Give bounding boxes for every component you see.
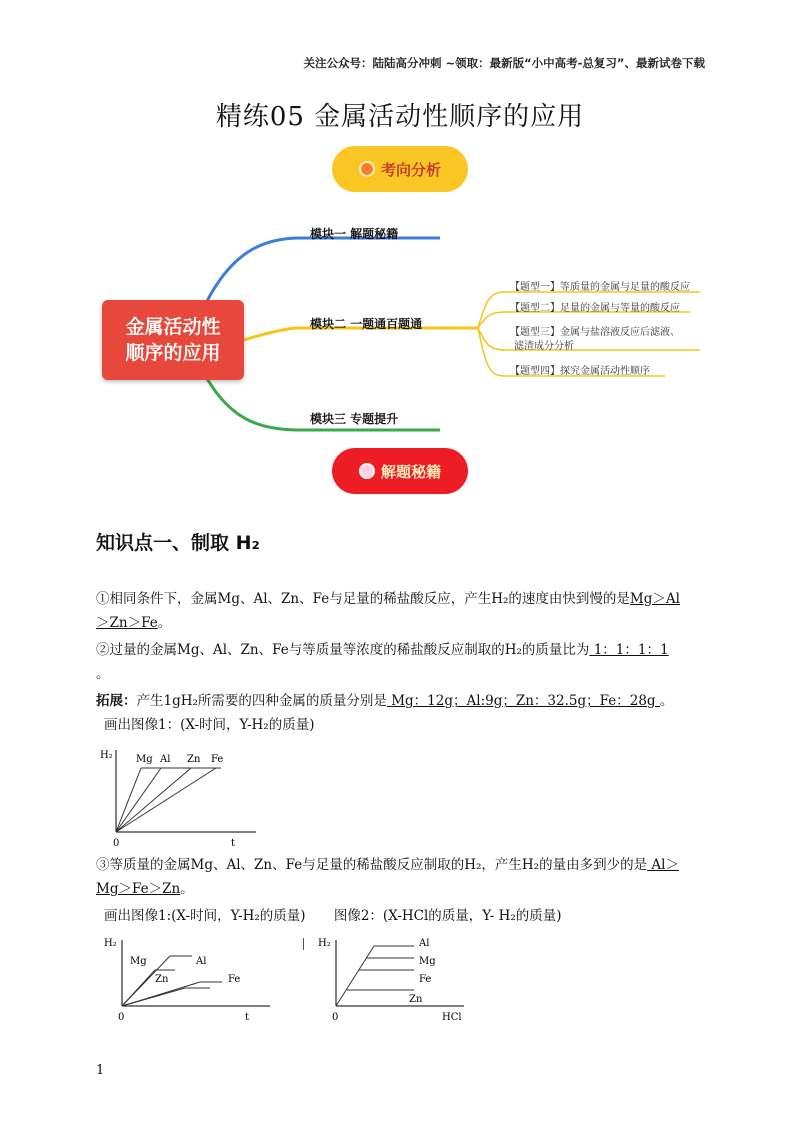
center-line-2: 顺序的应用 <box>125 342 221 364</box>
analysis-pill-label: 考向分析 <box>380 160 441 179</box>
p1-answer-1: Mg＞Al <box>629 591 680 607</box>
graph1-label-zn: Zn <box>187 754 201 765</box>
center-line-1: 金属活动性 <box>125 316 221 338</box>
divider <box>303 938 304 950</box>
graph-caption-2 <box>104 904 716 928</box>
p4-answer-2: Mg＞Fe＞Zn <box>96 881 181 897</box>
graph3-label-al: Al <box>419 938 430 949</box>
sub-item-3: 【题型三】金属与盐溶液反应后滤液、 <box>510 327 680 338</box>
paragraph-3 <box>96 689 708 713</box>
graph1-label-mg: Mg <box>136 754 153 765</box>
p1-text: ①相同条件下，金属Mg、Al、Zn、Fe与足量的稀盐酸反应，产生H₂的速度由快到慢的是 <box>96 591 630 607</box>
p1-end: 。 <box>157 615 172 631</box>
branch-module-1: 模块一 解题秘籍 <box>310 227 399 241</box>
graph-caption-1: 画出图像1：(X-时间，Y-H₂的质量) <box>104 717 315 733</box>
graph3-x-label: HCl <box>442 1012 462 1023</box>
p2-end: 。 <box>96 666 110 682</box>
graph2-label-mg: Mg <box>130 956 147 967</box>
graph2-y-label: H₂ <box>104 938 117 949</box>
paragraph-1 <box>96 587 708 635</box>
graph1-y-label: H₂ <box>100 750 113 761</box>
p4-answer-1: Al＞ <box>647 857 679 873</box>
graph2-label-al: Al <box>196 956 207 967</box>
graph-2 <box>100 930 280 1025</box>
branch-line-1 <box>205 238 440 305</box>
graph2-origin: 0 <box>118 1012 125 1023</box>
graph-caption-2b: 图像2：(X-HCl的质量，Y- H₂的质量) <box>333 908 562 924</box>
page-title: 精练05 金属活动性顺序的应用 <box>215 102 585 132</box>
sub-item-4: 【题型四】探究金属活动性顺序 <box>510 366 650 377</box>
paragraph-4 <box>96 853 708 901</box>
p3-label: 拓展： <box>96 693 137 709</box>
paragraph-2 <box>96 638 708 686</box>
sub-item-3b: 滤渣成分分析 <box>514 341 574 352</box>
graph-3 <box>314 930 484 1025</box>
header-note: 关注公众号：陆陆高分冲刺 ~领取：最新版“小中高考-总复习”、最新试卷下载 <box>303 56 705 70</box>
graph3-origin: 0 <box>332 1012 339 1023</box>
p2-answer: 1：1：1：1 <box>589 642 669 658</box>
graph1-label-fe: Fe <box>211 754 224 765</box>
graph1-label-al: Al <box>160 754 171 765</box>
graph2-label-zn: Zn <box>155 974 169 985</box>
branch-module-2: 模块二 一题通百题通 <box>310 317 423 331</box>
graph1-origin: 0 <box>113 838 120 849</box>
branch-module-3: 模块三 专题提升 <box>310 412 399 426</box>
p1-answer-2: ＞Zn＞Fe <box>96 615 158 631</box>
p2-text: ②过量的金属Mg、Al、Zn、Fe与等质量等浓度的稀盐酸反应制取的H₂的质量比为 <box>96 642 590 658</box>
graph2-label-fe: Fe <box>228 974 241 985</box>
page-number: 1 <box>96 1063 105 1078</box>
graph1-x-label: t <box>231 838 236 849</box>
graph2-x-label: t <box>245 1012 250 1023</box>
graph1-series-fe <box>116 768 216 832</box>
sub-item-2: 【题型二】足量的金属与等量的酸反应 <box>510 303 680 314</box>
secret-pill <box>332 448 468 494</box>
graph3-diagonal <box>336 946 374 1006</box>
graph3-label-fe: Fe <box>419 974 432 985</box>
sub-item-1: 【题型一】等质量的金属与足量的酸反应 <box>510 282 690 293</box>
p3-end: 。 <box>659 693 674 709</box>
graph1-series-zn <box>116 768 191 832</box>
p4-end: 。 <box>180 881 194 897</box>
graph-1 <box>96 742 266 852</box>
graph3-y-label: H₂ <box>318 938 331 949</box>
graph3-label-zn: Zn <box>409 994 423 1005</box>
badge-icon <box>359 463 375 479</box>
secret-pill-label: 解题秘籍 <box>380 462 441 481</box>
p3-answer: Mg：12g；Al:9g；Zn：32.5g；Fe：28g <box>386 693 660 709</box>
graph1-series-mg <box>116 768 141 832</box>
p4-text: ③等质量的金属Mg、Al、Zn、Fe与足量的稀盐酸反应制取的H₂，产生H₂的量由多到少的是 <box>96 857 648 873</box>
p3-text: 产生1gH₂所需要的四种金属的质量分别是 <box>136 693 387 709</box>
graph-caption-2a: 画出图像1:(X-时间，Y-H₂的质量) <box>104 908 306 924</box>
graph3-label-mg: Mg <box>419 956 436 967</box>
section-heading: 知识点一、制取 H₂ <box>96 532 260 554</box>
mindmap-center <box>102 300 244 380</box>
